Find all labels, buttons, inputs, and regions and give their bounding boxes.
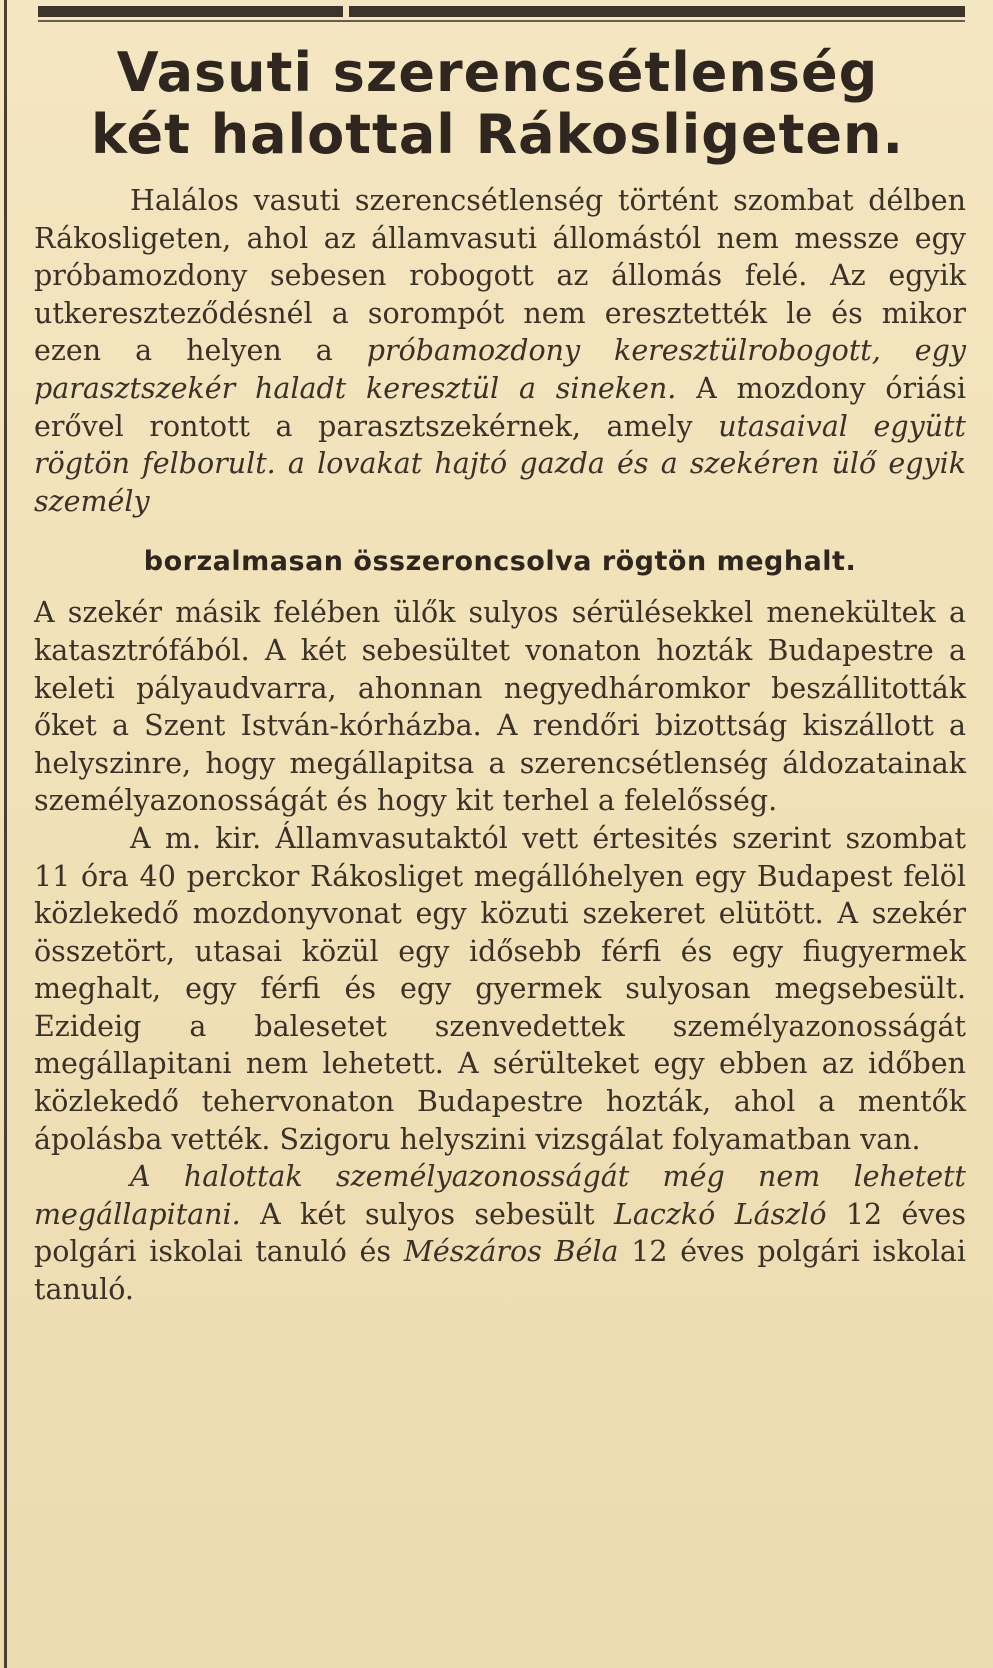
paragraph-1-italic-b: próbamozdony keresztülrobogott, egy parasztszekér haladt keresztül a sineken. <box>34 334 966 405</box>
paragraph-3: A m. kir. Államvasutaktól vett értesités szerint szombat 11 óra 40 perckor Rákosliget megállóhelyen egy Budapest felöl közlekedő mozdonyvonat egy közuti szekeret elütött. A szekér összetört, utasai közül egy idősebb férfi és egy fiugyermek meghalt, egy férfi és egy gyermek sulyosan megsebesült. Ezideig a balesetet szenvedettek személyazonosságát megállapitani nem lehetett. A sérülteket egy ebben az időben közlekedő tehervonaton Budapestre hozták, ahol a mentők ápolásba vették. Szigoru helyszini vizsgálat folyamatban van. <box>34 821 966 1156</box>
paragraph-4-text-b: A két sulyos sebesült <box>240 1197 614 1231</box>
headline-line-1: Vasuti szerencsétlenség <box>116 41 879 104</box>
paragraph-1-text-c: A mozdony óriási erővel rontott a parasztszekérnek, amely <box>34 371 966 443</box>
top-rule-right <box>349 6 965 17</box>
left-column-rule <box>4 0 7 1668</box>
paragraph-4-text-f: 12 éves polgári iskolai tanuló. <box>34 1235 966 1307</box>
paragraph-4-name-2: Mészáros Béla <box>403 1235 619 1269</box>
paragraph-1-text-a: Halálos vasuti szerencsétlenség történt szombat délben Rákosligeten, ahol az államvasuti állomástól nem messze egy próbamozdony sebesen robogott az állomás felé. Az egyik utkereszteződésnél a sorompót nem eresztették le és mikor ezen a helyen a <box>34 184 966 368</box>
article-subhead: borzalmasan összeroncsolva rögtön meghalt. <box>143 546 857 578</box>
article-body <box>34 182 966 1309</box>
paragraph-2: A szekér másik felében ülők sulyos sérülésekkel menekültek a katasztrófából. A két sebesültet vonaton hozták Budapestre a keleti pályaudvarra, ahonnan negyedháromkor beszállitották őket a Szent István-kórházba. A rendőri bizottság kiszállott a helyszinre, hogy megállapitsa a szerencsétlenség áldozatainak személyazonosságát és hogy kit terhel a felelősség. <box>34 596 966 818</box>
article-headline <box>30 42 965 166</box>
paragraph-4 <box>34 1158 966 1308</box>
paragraph-1 <box>34 182 966 520</box>
paragraph-1-italic-d: utasaival együtt rögtön felborult. a lovakat hajtó gazda és a szekéren ülő egyik személy <box>34 409 966 518</box>
paragraph-4-name-1: Laczkó László <box>613 1197 827 1231</box>
headline-line-2: két halottal Rákosligeten. <box>91 103 904 166</box>
top-rule-left <box>38 6 343 17</box>
paragraph-4-text-d: 12 éves polgári iskolai tanuló és <box>34 1197 966 1269</box>
paragraph-4-italic-a: A halottak személyazonosságát még nem lehetett megállapitani. <box>34 1160 966 1231</box>
top-rule-thin <box>38 20 965 22</box>
